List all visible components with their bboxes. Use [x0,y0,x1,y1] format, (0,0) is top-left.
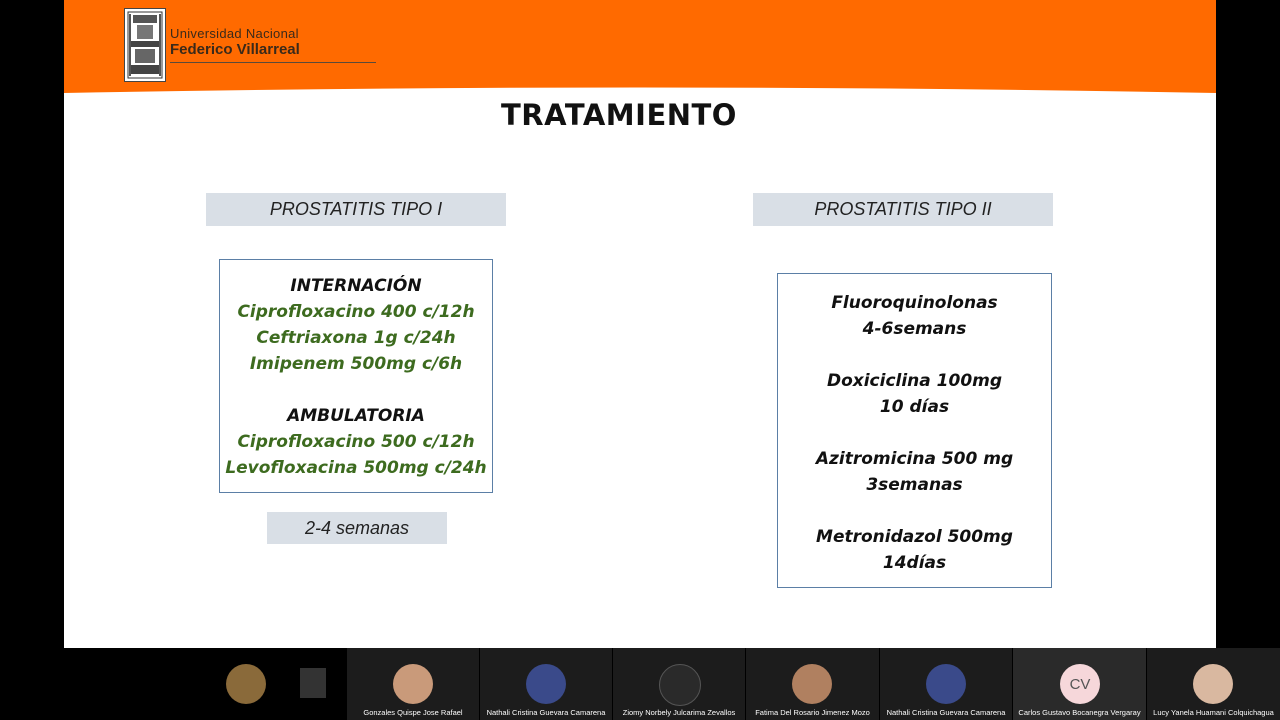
university-logo-icon [124,8,166,82]
internacion-item: Ceftriaxona 1g c/24h [256,328,456,348]
participant-tile[interactable] [213,648,346,720]
treatment-drug: Fluoroquinolonas [831,293,998,313]
internacion-item: Ciprofloxacino 400 c/12h [237,302,475,322]
treatment-drug: Azitromicina 500 mg [815,449,1014,469]
university-underline [170,62,376,63]
treatment-duration: 14días [882,553,947,573]
avatar [926,664,966,704]
tipo2-treatment-box [777,273,1052,588]
ambulatoria-item: Ciprofloxacino 500 c/12h [237,432,475,452]
avatar [300,668,326,698]
ambulatoria-item: Levofloxacina 500mg c/24h [225,458,487,478]
university-name-line1: Universidad Nacional [170,26,299,41]
tipo1-treatment-box [219,259,493,493]
ambulatoria-heading: AMBULATORIA [287,406,425,426]
avatar [526,664,566,704]
participant-name: Nathali Cristina Guevara Camarena [886,708,1006,717]
avatar [226,664,266,704]
slide-title: TRATAMIENTO [501,98,737,132]
avatar: CV [1060,664,1100,704]
presentation-slide [64,0,1216,648]
treatment-drug: Doxiciclina 100mg [826,371,1003,391]
participant-tile[interactable] [347,648,479,720]
tipo2-label: PROSTATITIS TIPO II [753,193,1053,226]
internacion-item: Imipenem 500mg c/6h [249,354,463,374]
avatar [659,664,701,706]
participant-name: Gonzales Quispe Jose Rafael [363,708,463,717]
participant-name: Ziomy Norbely Julcarima Zevallos [622,708,736,717]
internacion-heading: INTERNACIÓN [290,276,422,296]
university-name-line2: Federico Villarreal [170,41,300,58]
participant-tile[interactable] [480,648,612,720]
participant-tile[interactable] [1013,648,1146,720]
treatment-duration: 4-6semans [862,319,967,339]
treatment-drug: Metronidazol 500mg [816,527,1013,547]
avatar [393,664,433,704]
participant-name: Nathali Cristina Guevara Camarena [486,708,606,717]
treatment-duration: 3semanas [866,475,963,495]
participant-tile[interactable] [746,648,879,720]
tipo1-duration: 2-4 semanas [267,512,447,544]
avatar [1193,664,1233,704]
slide-header [64,0,1216,96]
participant-name: Lucy Yanela Huamani Colquichagua [1153,708,1274,717]
participant-tile[interactable] [1147,648,1280,720]
participant-tile[interactable] [880,648,1012,720]
participant-name: Fatima Del Rosario Jimenez Mozo [755,708,870,717]
university-name [170,26,376,63]
participants-strip [0,648,1280,720]
avatar [792,664,832,704]
treatment-duration: 10 días [879,397,950,417]
participant-tile[interactable] [613,648,745,720]
tipo1-label: PROSTATITIS TIPO I [206,193,506,226]
participant-name: Carlos Gustavo Bocanegra Vergaray [1018,708,1141,717]
